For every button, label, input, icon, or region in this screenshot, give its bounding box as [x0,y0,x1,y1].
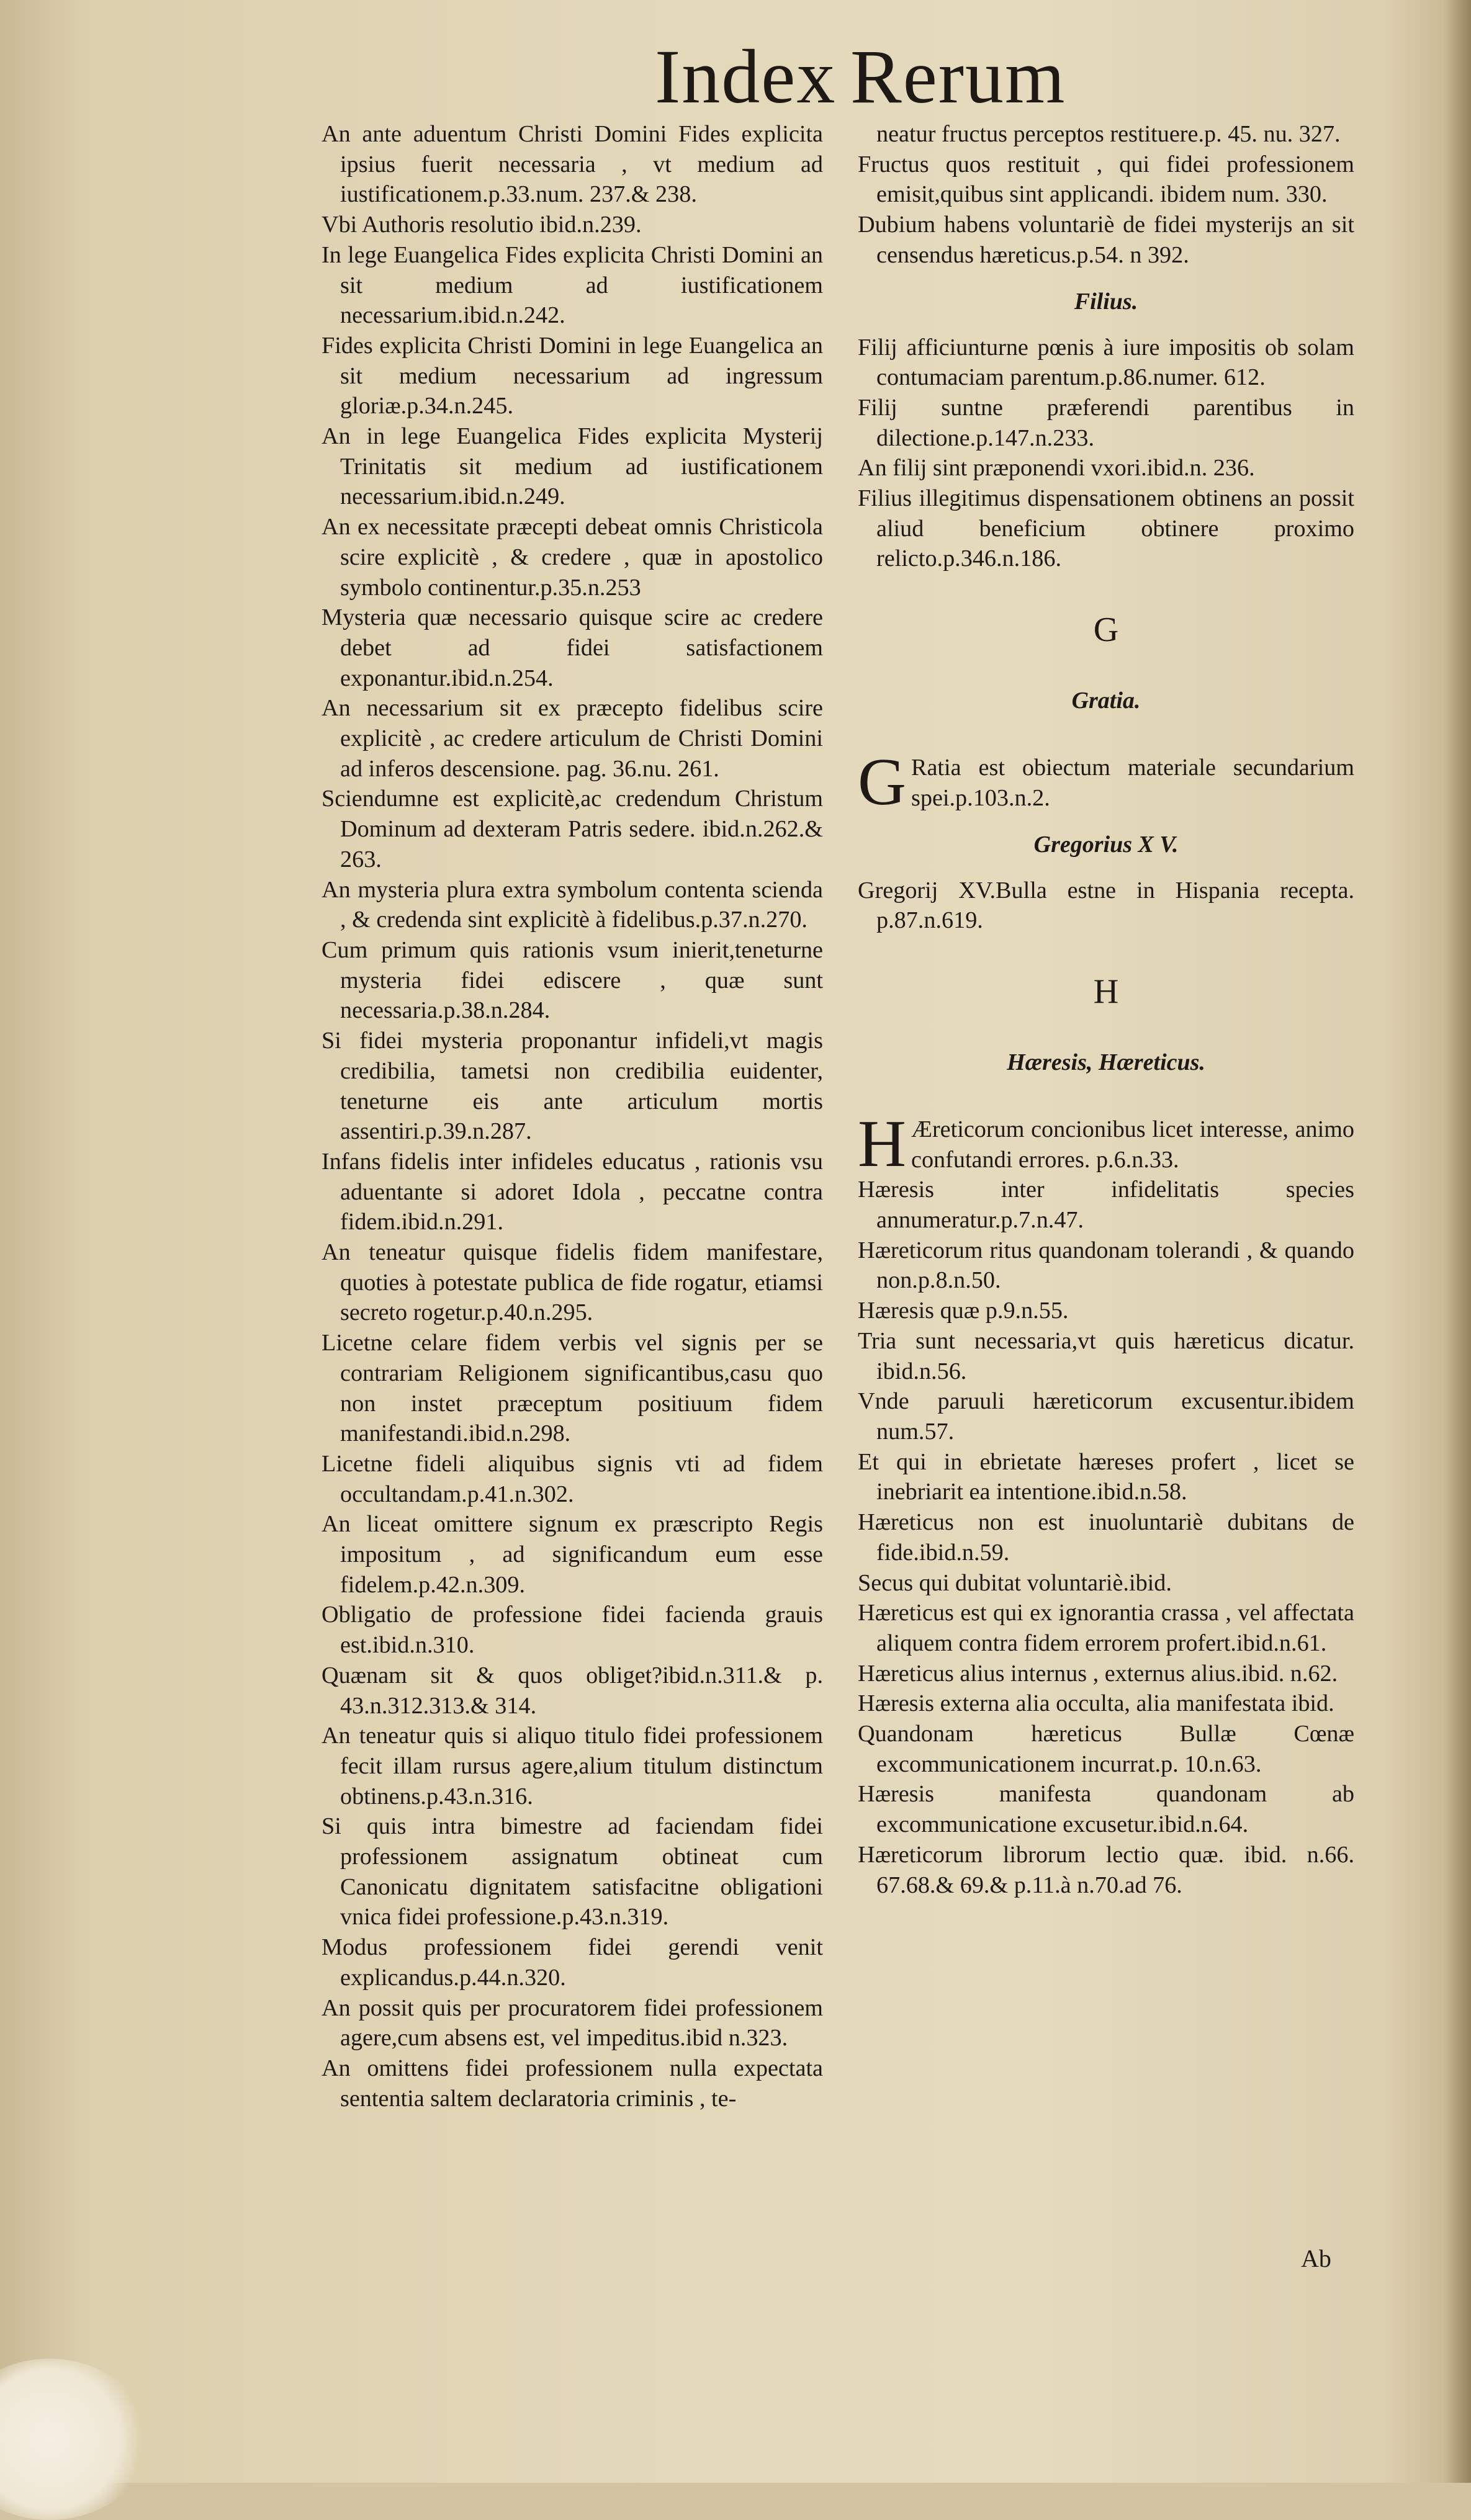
index-entry: In lege Euangelica Fides explicita Christi Domini an sit medium ad iustificationem necessarium.ibid.n.242. [322,241,823,329]
index-entry: Hæreticorum librorum lectio quæ. ibid. n.66. 67.68.& 69.& p.11.à n.70.ad 76. [858,1841,1354,1898]
index-entry: An necessarium sit ex præcepto fidelibus scire explicitè , ac credere articulum de Christi Domini ad inferos descensione. pag. 36.nu. 261. [322,695,823,782]
index-entry: Fructus quos restituit , qui fidei professionem emisit,quibus sint applicandi. ibidem num. 330. [858,151,1354,208]
section-letter-g: G [1093,611,1119,650]
index-entry: Fides explicita Christi Domini in lege Euangelica an sit medium necessarium ad ingressum gloriæ.p.34.n.245. [322,332,823,419]
index-entry: An in lege Euangelica Fides explicita Mysterij Trinitatis sit medium ad iustificationem necessarium.ibid.n.249. [322,423,823,510]
index-entry: Hæreticus alius internus , externus alius.ibid. n.62. [858,1660,1338,1687]
index-entry: Hæresis externa alia occulta, alia manifestata ibid. [858,1690,1334,1717]
index-entry: An teneatur quis si aliquo titulo fidei professionem fecit illam rursus agere,alium titulum distinctum obtinens.p.43.n.316. [322,1723,823,1809]
drop-cap-g: G [858,745,906,820]
index-entry: Hæresis manifesta quandonam ab excommunicatione excusetur.ibid.n.64. [858,1781,1354,1838]
left-column [322,119,823,2114]
section-heading-filius: Filius. [1074,288,1138,315]
index-entry: Si fidei mysteria proponantur infideli,vt magis credibilia, tametsi non credibilia euidenter, teneturne eis ante articulum mortis assentiri.p.39.n.287. [322,1028,823,1145]
index-entry: Vbi Authoris resolutio ibid.n.239. [322,212,642,238]
index-entry: An ante aduentum Christi Domini Fides explicita ipsius fuerit necessaria , vt medium ad iustificationem.p.33.num. 237.& 238. [322,121,823,208]
index-entry: An ex necessitate præcepti debeat omnis Christicola scire explicitè , & credere , quæ in apostolico symbolo continentur.p.35.n.253 [322,514,823,601]
index-entry: Obligatio de professione fidei facienda grauis est.ibid.n.310. [322,1602,823,1659]
drop-cap-h: H [858,1106,906,1181]
right-column [858,119,1354,1900]
page-gutter-shadow [1444,0,1471,2483]
index-entry: Infans fidelis inter infideles educatus , rationis vsu aduentante si adoret Idola , peccatne contra fidem.ibid.n.291. [322,1148,823,1235]
index-entry: An possit quis per procuratorem fidei professionem agere,cum absens est, vel impeditus.ibid n.323. [322,1994,823,2051]
section-heading-gratia: Gratia. [1071,688,1141,714]
index-entry: An liceat omittere signum ex præscripto Regis impositum , ad significandum eum esse fidelem.p.42.n.309. [322,1511,823,1598]
index-entry: Hæresis quæ p.9.n.55. [858,1298,1069,1324]
index-entry-drop-cap [858,745,1354,820]
index-entry: An filij sint præponendi vxori.ibid.n. 236. [858,455,1255,482]
section-heading-haeresis: Hæresis, Hæreticus. [1007,1049,1205,1075]
index-entry: Quandonam hæreticus Bullæ Cœnæ excommunicationem incurrat.p. 10.n.63. [858,1721,1354,1777]
drop-cap-entry-text: Ratia est obiectum materiale secundarium spei.p.103.n.2. [911,755,1354,811]
index-entry: Vnde paruuli hæreticorum excusentur.ibidem num.57. [858,1388,1354,1445]
index-entry: Filius illegitimus dispensationem obtinens an possit aliud beneficium obtinere proximo relicto.p.346.n.186. [858,485,1354,572]
index-entry: Modus professionem fidei gerendi venit explicandus.p.44.n.320. [322,1934,823,1991]
index-entry: Sciendumne est explicitè,ac credendum Christum Dominum ad dexteram Patris sedere. ibid.n.262.& 263. [322,786,823,872]
index-entry: Secus qui dubitat voluntariè.ibid. [858,1569,1172,1596]
section-letter-h: H [1093,972,1119,1011]
index-entry: An omittens fidei professionem nulla expectata sententia saltem declaratoria criminis , te- [322,2055,823,2112]
page-corner-wear [0,2359,149,2520]
index-entry: Mysteria quæ necessario quisque scire ac credere debet ad fidei satisfactionem exponantur.ibid.n.254. [322,604,823,691]
index-entry: An teneatur quisque fidelis fidem manifestare, quoties à potestate publica de fide rogatur, etiamsi secreto rogetur.p.40.n.295. [322,1239,823,1326]
section-heading-gregorius: Gregorius X V. [1033,831,1179,858]
index-entry: Gregorij XV.Bulla estne in Hispania recepta. p.87.n.619. [858,877,1354,934]
index-entry: Si quis intra bimestre ad faciendam fidei professionem assignatum obtineat cum Canonicatu dignitatem satisfacitne obligationi vnica fidei professione.p.43.n.319. [322,1813,823,1930]
index-entry: Filij suntne præferendi parentibus in dilectione.p.147.n.233. [858,394,1354,451]
index-entry: Tria sunt necessaria,vt quis hæreticus dicatur. ibid.n.56. [858,1327,1354,1384]
header-word-rerum: Rerum [850,34,1066,119]
index-entry: Et qui in ebrietate hæreses profert , licet se inebriarit ea intentione.ibid.n.58. [858,1448,1354,1505]
index-entry: Dubium habens voluntariè de fidei mysterijs an sit censendus hæreticus.p.54. n 392. [858,212,1354,268]
index-entry: Hæreticus est qui ex ignorantia crassa , vel affectata aliquem contra fidem errorem profert.ibid.n.61. [858,1600,1354,1656]
index-entry: An mysteria plura extra symbolum contenta scienda , & credenda sint explicitè à fidelibus.p.37.n.270. [322,876,823,933]
catchword: Ab [1301,2244,1331,2272]
index-entry: Hæreticus non est inuoluntariè dubitans de fide.ibid.n.59. [858,1509,1354,1566]
index-entry: Filij afficiunturne pœnis à iure impositis ob solam contumaciam parentum.p.86.numer. 612. [858,334,1354,391]
index-entry: Licetne fideli aliquibus signis vti ad fidem occultandam.p.41.n.302. [322,1450,823,1507]
drop-cap-entry-text: Æreticorum concionibus licet interesse, animo confutandi errores. p.6.n.33. [911,1116,1354,1173]
index-entry-continued: neatur fructus perceptos restituere.p. 45. nu. 327. [876,121,1341,147]
index-entry-drop-cap [858,1106,1354,1181]
index-entry: Licetne celare fidem verbis vel signis per se contrariam Religionem significantibus,casu quo non instet præceptum positiuum fidem manifestandi.ibid.n.298. [322,1330,823,1447]
index-entry: Hæreticorum ritus quandonam tolerandi , & quando non.p.8.n.50. [858,1237,1354,1294]
header-word-index: Index [655,34,837,119]
index-entry: Cum primum quis rationis vsum inierit,teneturne mysteria fidei ediscere , quæ sunt necessaria.p.38.n.284. [322,936,823,1024]
index-entry: Quænam sit & quos obliget?ibid.n.311.& p. 43.n.312.313.& 314. [322,1662,823,1719]
index-entry: Hæresis inter infidelitatis species annumeratur.p.7.n.47. [858,1177,1354,1234]
